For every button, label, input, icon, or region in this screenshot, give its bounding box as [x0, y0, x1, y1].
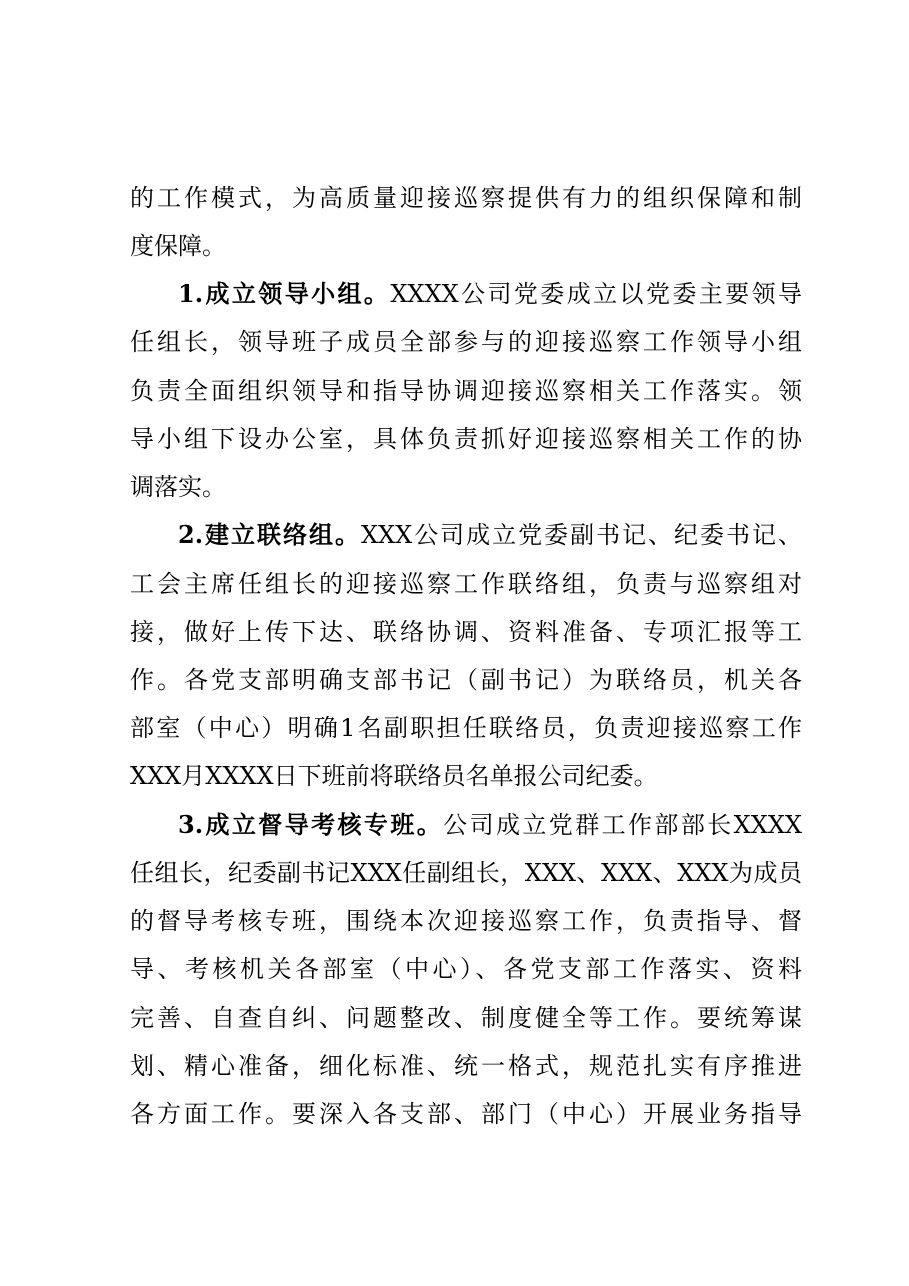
text-segment: XXX公司成立党委副书记、纪委书记、: [360, 521, 802, 549]
text-line: XXX月XXXX日下班前将联络员名单报公司纪委。: [130, 762, 658, 790]
text-line: 度保障。: [130, 232, 226, 260]
text-line: 接，做好上传下达、联络协调、资料准备、专项汇报等工: [130, 618, 802, 646]
paragraph-first-line: [178, 515, 802, 555]
text-line: 完善、自查自纠、问题整改、制度健全等工作。要统筹谋: [130, 1004, 802, 1032]
text-line: 的督导考核专班，围绕本次迎接巡察工作，负责指导、督: [130, 907, 802, 935]
text-line: 任组长，领导班子成员全部参与的迎接巡察工作领导小组: [130, 328, 802, 356]
paragraph-first-line: [178, 805, 802, 845]
paragraph-first-line: [178, 274, 802, 314]
text-segment: 公司成立党群工作部部长XXXX: [443, 811, 802, 839]
text-line: 工会主席任组长的迎接巡察工作联络组，负责与巡察组对: [130, 570, 802, 598]
text-segment: XXXX公司党委成立以党委主要领导: [390, 280, 802, 308]
section-heading: 2.建立联络组。: [178, 520, 361, 549]
text-line: 划、精心准备，细化标准、统一格式，规范扎实有序推进: [130, 1052, 802, 1080]
section-heading: 3.成立督导考核专班。: [178, 810, 444, 839]
text-line: 任组长，纪委副书记XXX任副组长，XXX、XXX、XXX为成员: [130, 859, 802, 887]
section-heading: 1.成立领导小组。: [178, 279, 391, 308]
text-line: 导小组下设办公室，具体负责抓好迎接巡察相关工作的协: [130, 425, 802, 453]
text-line: 导、考核机关各部室（中心）、各党支部工作落实、资料: [130, 955, 802, 983]
text-line: 各方面工作。要深入各支部、部门（中心）开展业务指导: [130, 1100, 802, 1128]
text-line: 部室（中心）明确1名副职担任联络员，负责迎接巡察工作: [130, 714, 802, 742]
text-line: 的工作模式，为高质量迎接巡察提供有力的组织保障和制: [130, 184, 802, 212]
text-line: 负责全面组织领导和指导协调迎接巡察相关工作落实。领: [130, 377, 802, 405]
text-line: 调落实。: [130, 473, 226, 501]
text-line: 作。各党支部明确支部书记（副书记）为联络员，机关各: [130, 666, 802, 694]
